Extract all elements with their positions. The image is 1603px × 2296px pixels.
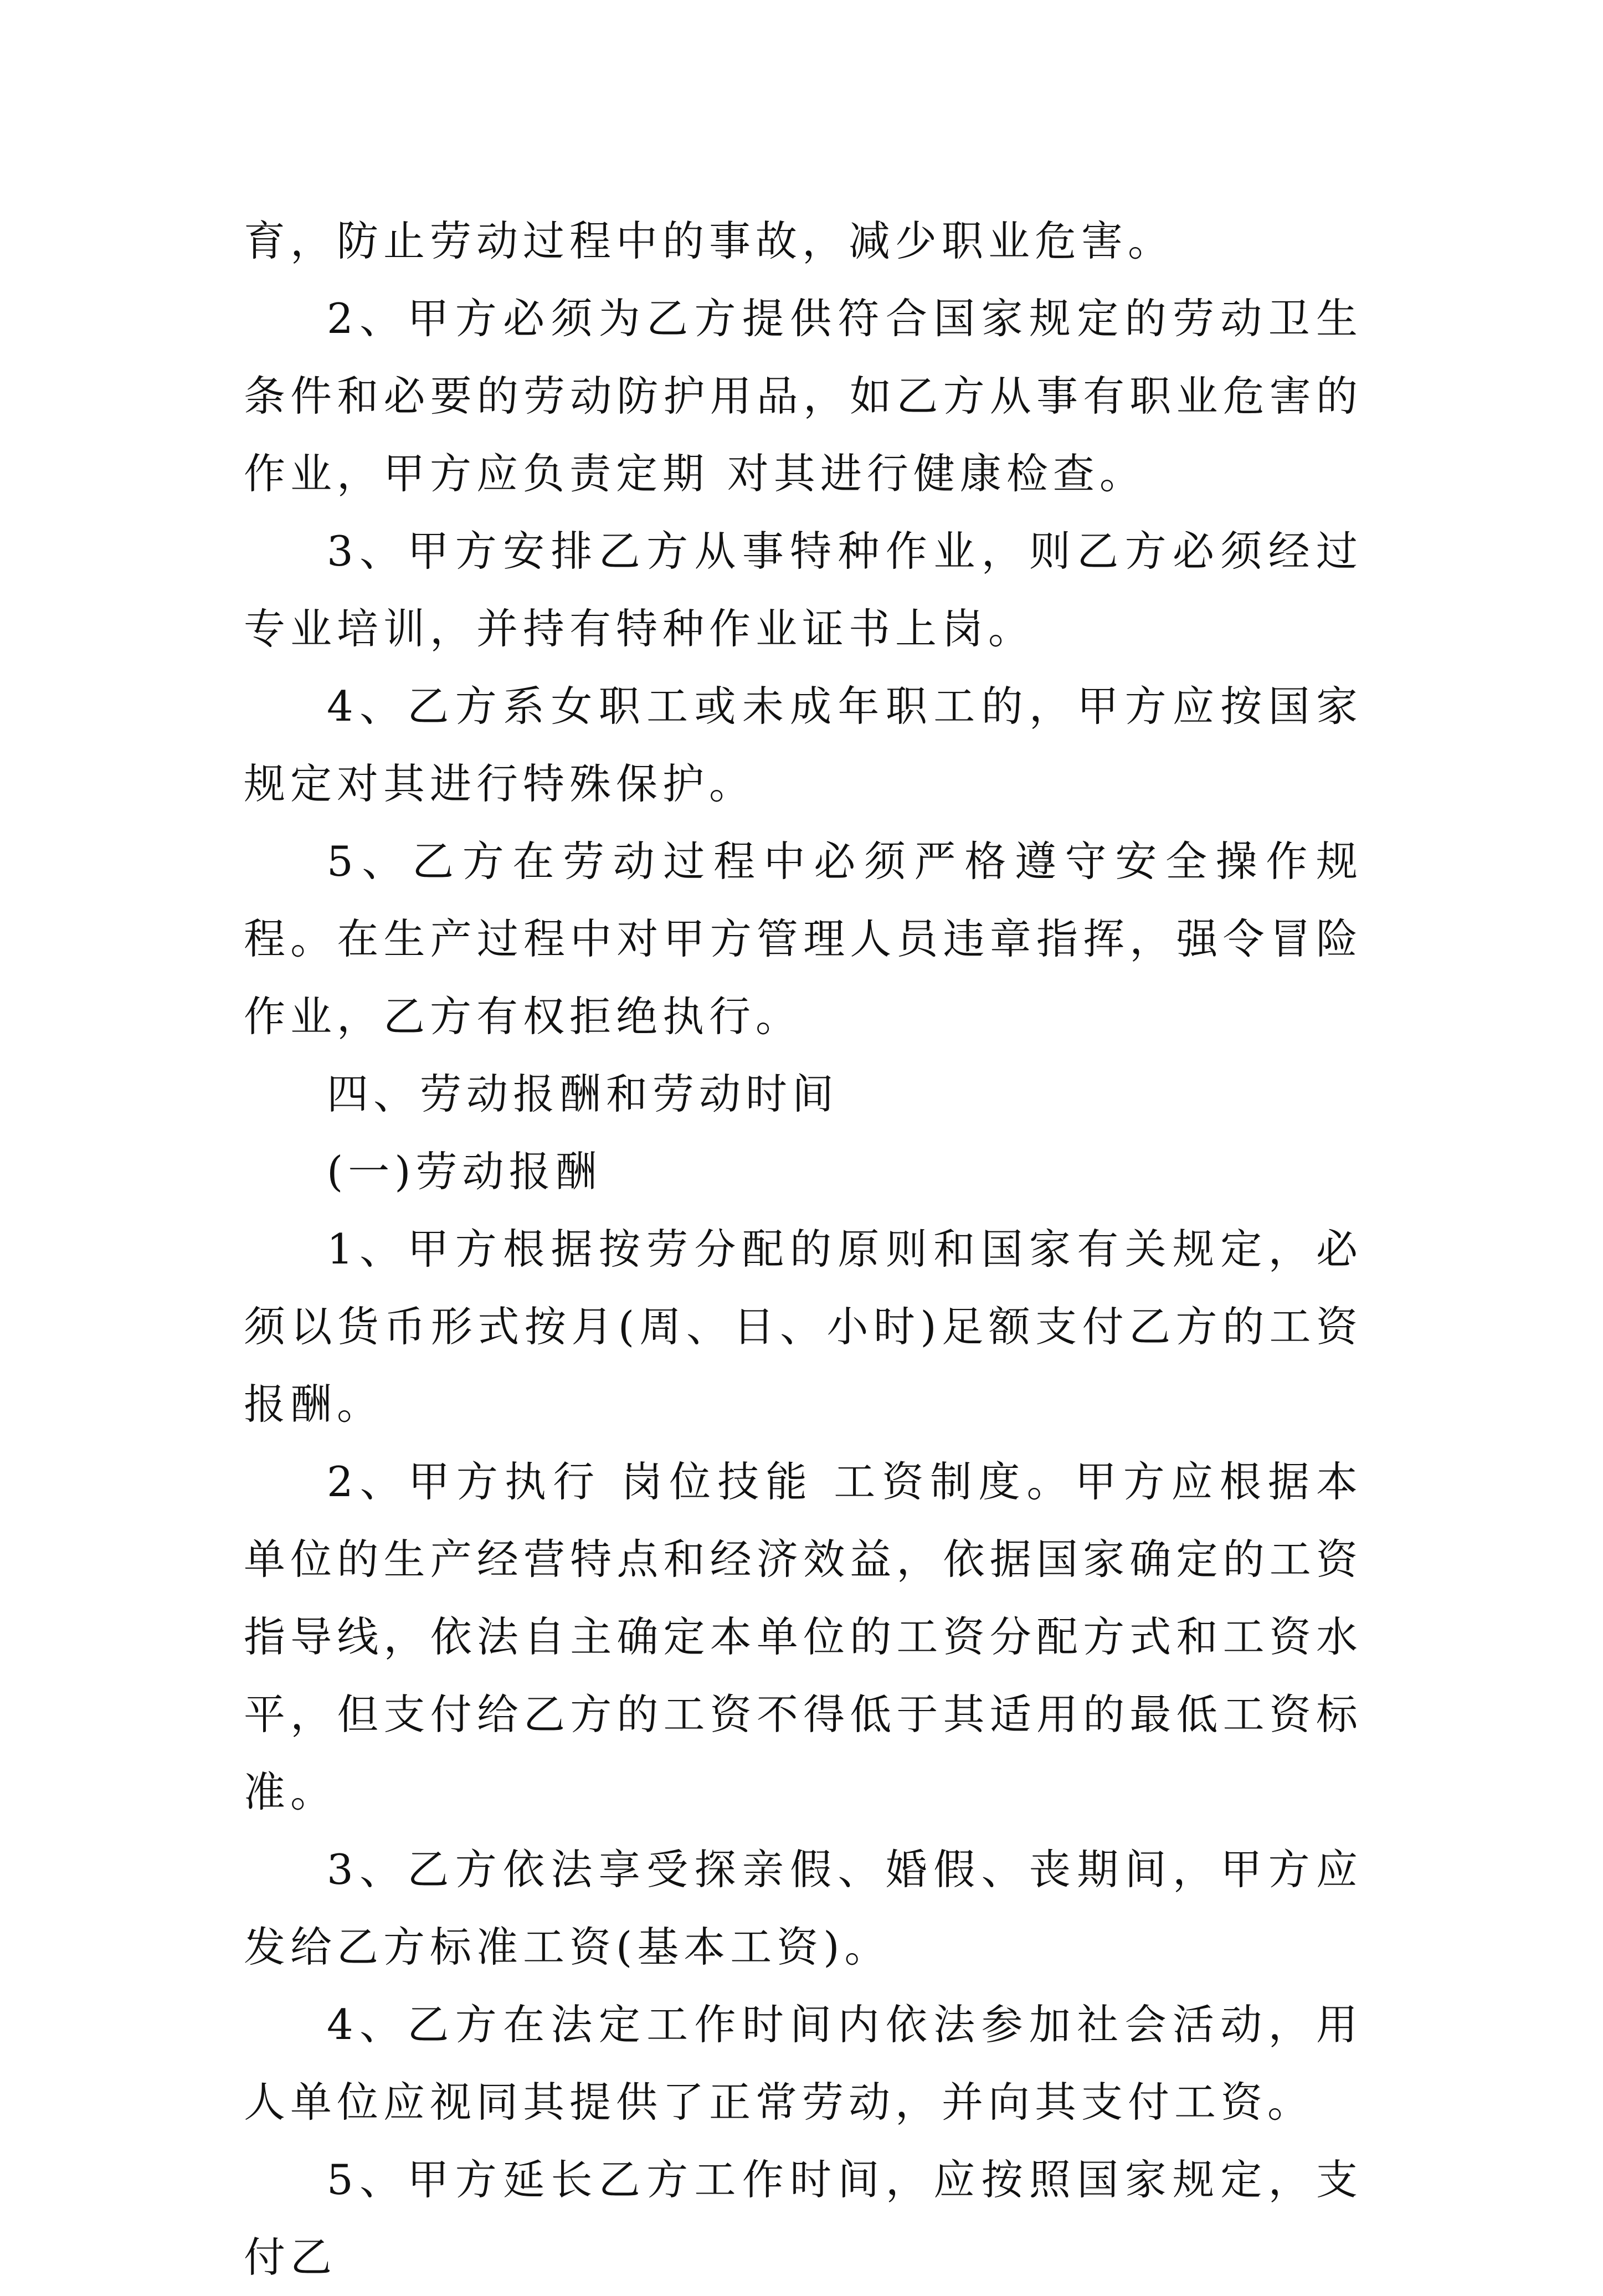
- paragraph: 3、甲方安排乙方从事特种作业，则乙方必须经过专业培训，并持有特种作业证书上岗。: [244, 527, 1363, 653]
- paragraph: 4、乙方在法定工作时间内依法参加社会活动，用人单位应视同其提供了正常劳动，并向其支付工资。: [244, 2000, 1363, 2127]
- paragraph: 2、甲方必须为乙方提供符合国家规定的劳动卫生条件和必要的劳动防护用品，如乙方从事有职业危害的作业，甲方应负责定期 对其进行健康检查。: [244, 294, 1363, 498]
- paragraph: 1、甲方根据按劳分配的原则和国家有关规定，必须以货币形式按月(周、日、小时)足额支付乙方的工资报酬。: [244, 1225, 1363, 1429]
- paragraph: 2、甲方执行 岗位技能 工资制度。甲方应根据本单位的生产经营特点和经济效益，依据国家确定的工资指导线，依法自主确定本单位的工资分配方式和工资水平，但支付给乙方的工资不得低于其适用的最低工资标准。: [244, 1457, 1363, 1816]
- paragraph: 育，防止劳动过程中的事故，减少职业危害。: [244, 217, 1175, 265]
- paragraph: 4、乙方系女职工或未成年职工的，甲方应按国家规定对其进行特殊保护。: [244, 682, 1363, 808]
- paragraph: 5、乙方在劳动过程中必须严格遵守安全操作规程。在生产过程中对甲方管理人员违章指挥，强令冒险作业，乙方有权拒绝执行。: [244, 837, 1363, 1041]
- section-heading: 四、劳动报酬和劳动时间: [327, 1070, 839, 1118]
- paragraph: 3、乙方依法享受探亲假、婚假、丧期间，甲方应发给乙方标准工资(基本工资)。: [244, 1845, 1363, 1971]
- document-body: [244, 202, 1363, 2296]
- subsection-heading: (一)劳动报酬: [327, 1147, 602, 1196]
- paragraph: 5、甲方延长乙方工作时间，应按照国家规定，支付乙: [244, 2155, 1363, 2282]
